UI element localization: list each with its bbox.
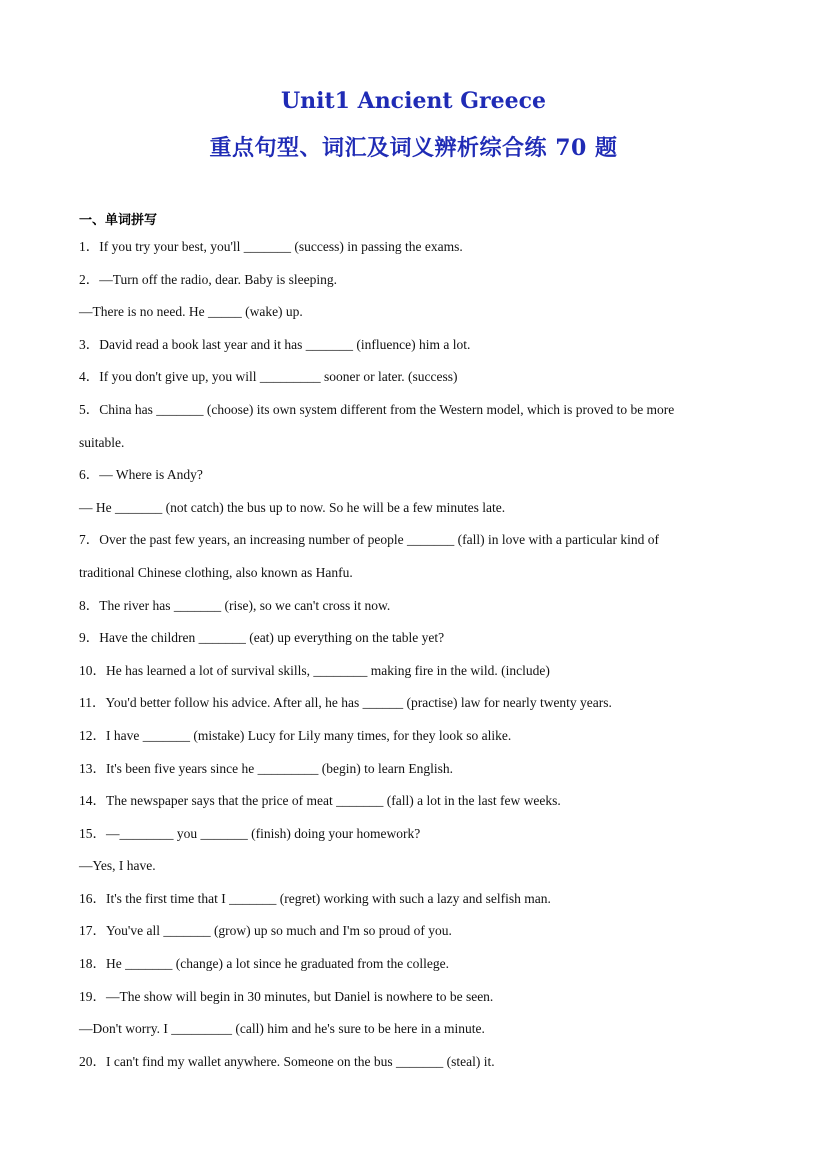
question-line: 9．Have the children _______ (eat) up everything on the table yet? <box>79 630 445 646</box>
page-title: Unit1 Ancient Greece <box>280 88 547 114</box>
question-line: 10．He has learned a lot of survival skills, ________ making fire in the wild. (include) <box>79 662 550 678</box>
question-line: —Don't worry. I _________ (call) him and he's sure to be here in a minute. <box>79 1021 485 1037</box>
question-line: 6．— Where is Andy? <box>79 467 203 483</box>
section-heading: 一、单词拼写 <box>79 213 158 228</box>
question-line: 17．You've all _______ (grow) up so much and I'm so proud of you. <box>79 923 452 939</box>
question-line: 3．David read a book last year and it has _______ (influence) him a lot. <box>79 336 471 352</box>
question-line: 20．I can't find my wallet anywhere. Someone on the bus _______ (steal) it. <box>79 1053 495 1069</box>
question-line: 4．If you don't give up, you will _________ sooner or later. (success) <box>79 369 458 385</box>
question-list <box>79 237 739 1084</box>
question-line: —There is no need. He _____ (wake) up. <box>79 304 303 320</box>
question-line: traditional Chinese clothing, also known as Hanfu. <box>79 564 353 580</box>
question-line: 12．I have _______ (mistake) Lucy for Lily many times, for they look so alike. <box>79 727 512 743</box>
question-line: 7．Over the past few years, an increasing number of people _______ (fall) in love with a particular kind of <box>79 532 659 548</box>
question-line: 2．—Turn off the radio, dear. Baby is sleeping. <box>79 271 337 287</box>
question-line: — He _______ (not catch) the bus up to now. So he will be a few minutes late. <box>79 499 506 515</box>
question-line: 8．The river has _______ (rise), so we can't cross it now. <box>79 597 391 613</box>
question-line: 5．China has _______ (choose) its own system different from the Western model, which is proved to be more <box>79 401 675 417</box>
question-line: suitable. <box>79 434 125 450</box>
question-line: 18．He _______ (change) a lot since he graduated from the college. <box>79 956 449 972</box>
question-line: 16．It's the first time that I _______ (regret) working with such a lazy and selfish man. <box>79 890 551 906</box>
question-line: 13．It's been five years since he _________ (begin) to learn English. <box>79 760 453 776</box>
question-line: 15．—________ you _______ (finish) doing your homework? <box>79 825 421 841</box>
question-line: 14．The newspaper says that the price of meat _______ (fall) a lot in the last few weeks. <box>79 793 561 809</box>
question-line: 1．If you try your best, you'll _______ (success) in passing the exams. <box>79 239 463 254</box>
question-line: —Yes, I have. <box>79 858 156 874</box>
page-subtitle: 重点句型、词汇及词义辨析综合练 70 题 <box>209 135 618 161</box>
question-line: 11．You'd better follow his advice. After all, he has ______ (practise) law for nearly twenty years. <box>79 695 612 711</box>
question-line: 19．—The show will begin in 30 minutes, but Daniel is nowhere to be seen. <box>79 988 494 1004</box>
